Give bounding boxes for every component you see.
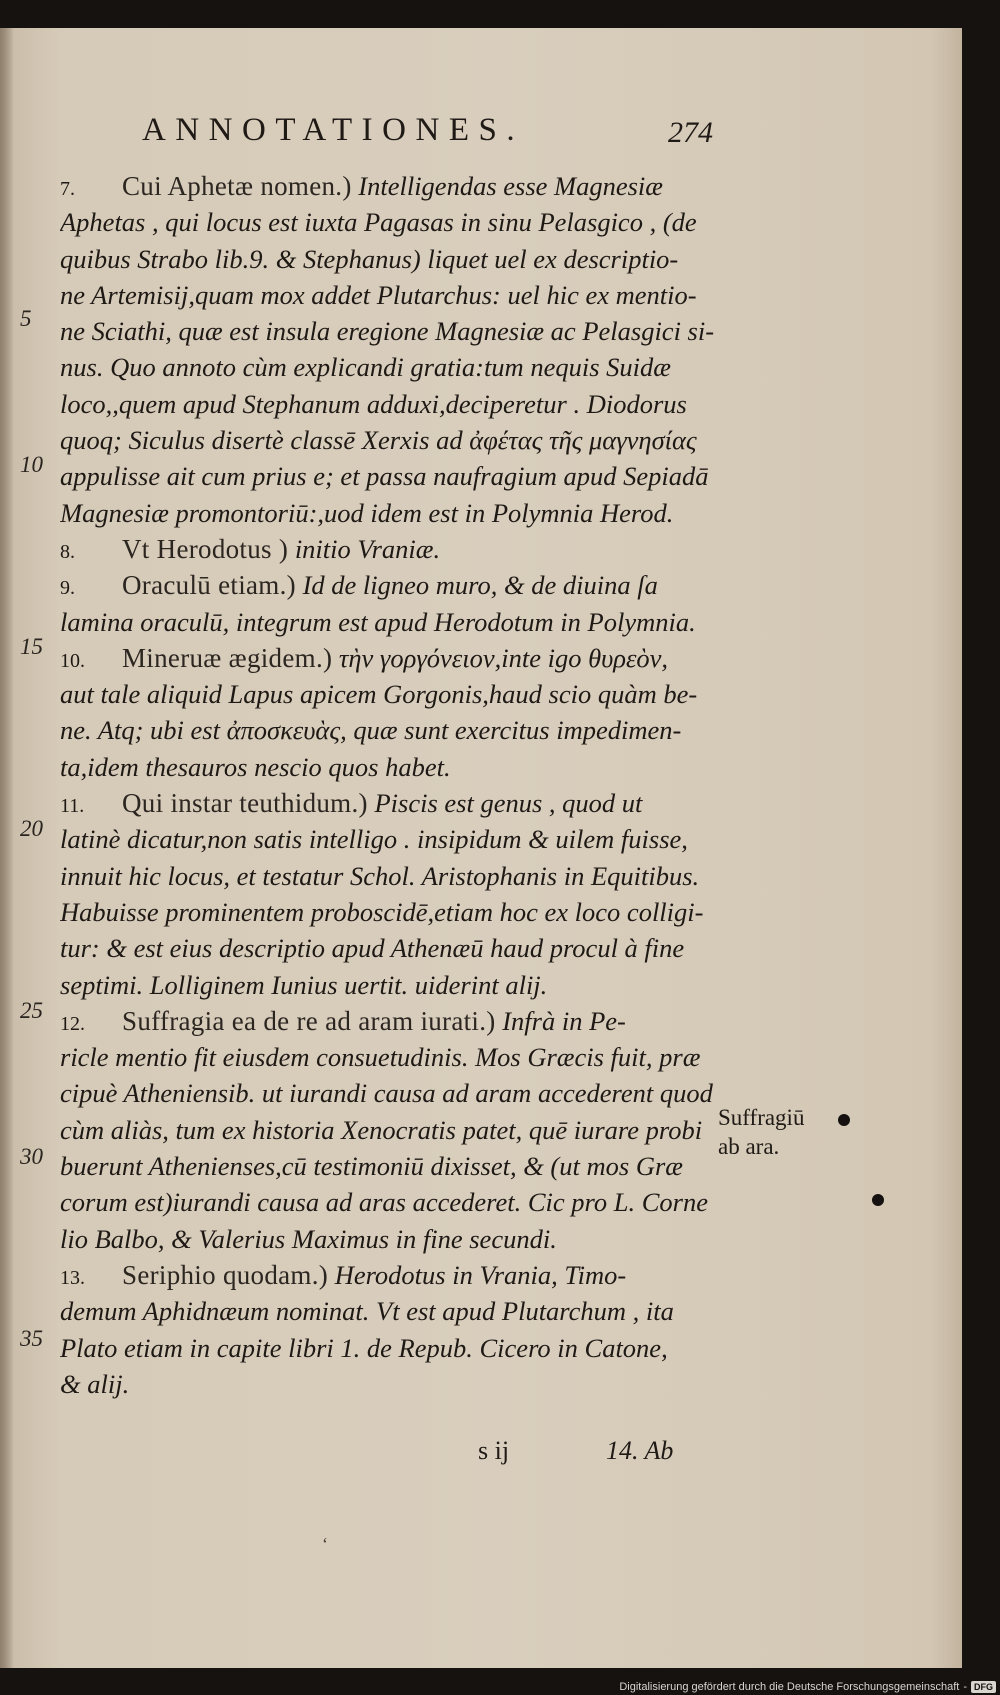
text-line [60,458,720,494]
line-text: ricle mentio fit eiusdem consuetudinis. Mos Græcis fuit, præ [60,1042,701,1073]
text-line [60,422,720,458]
line-text: Herodotus in Vrania, Timo- [334,1259,627,1290]
line-text: lamina oraculū, integrum est apud Herodotum in Polymnia. [60,606,696,637]
note-lemma: Qui instar teuthidum.) [122,788,368,819]
note-number: 11. [60,795,85,818]
line-text: latinè dicatur,non satis intelligo . insipidum & uilem fuisse, [60,824,688,855]
text-line [60,821,720,857]
text-line [60,495,720,531]
line-text: Habuisse prominentem proboscidē,etiam hoc ex loco colligi- [60,896,704,927]
note-lemma: Oraculū etiam.) [122,570,296,601]
text-line [60,1330,720,1366]
note-lemma: Suffragia ea de re ad aram iurati.) [122,1005,496,1036]
line-text: Aphetas , qui locus est iuxta Pagasas in sinu Pelasgico , (de [60,207,697,238]
line-number-5: 5 [20,306,32,331]
note-number: 7. [60,178,75,200]
line-text: Magnesiæ promontoriū:,uod idem est in Polymnia Herod. [60,497,674,528]
ink-dot-mark [838,1114,850,1126]
line-text: aut tale aliquid Lapus apicem Gorgonis,haud scio quàm be- [60,679,698,710]
line-text: buerunt Athenienses,cū testimoniū dixisset, & (ut mos Græ [60,1151,683,1182]
line-text: ne Artemisij,quam mox addet Plutarchus: uel hic ex mentio- [60,279,697,310]
line-text: initio Vraniæ. [294,533,441,564]
text-line [60,168,720,204]
note-lemma: Vt Herodotus ) [122,533,289,564]
catchword: 14. Ab [606,1436,674,1465]
line-text: ne Sciathi, quæ est insula eregione Magnesiæ ac Pelasgici si- [60,316,715,347]
signature-mark: s ij [478,1436,510,1465]
line-text: Id de ligneo muro, & de diuina ſa [302,570,658,601]
text-line [60,930,720,966]
line-text: innuit hic locus, et testatur Schol. Aristophanis in Equitibus. [60,860,700,891]
line-text: lio Balbo, & Valerius Maximus in fine secundi. [60,1223,557,1254]
note-number: 12. [60,1012,85,1035]
line-text: quoq; Siculus disertè classē Xerxis ad ἀφέτας τῆς μαγνησίας [60,425,697,456]
line-text: quibus Strabo lib.9. & Stephanus) liquet uel ex descriptio- [60,243,679,274]
text-line [60,640,720,676]
note-number: 9. [60,577,75,600]
text-line [60,1148,720,1184]
note-lemma: Cui Aphetæ nomen.) [122,171,352,201]
text-line [60,604,720,640]
text-line [60,1184,720,1220]
text-line [60,1221,720,1257]
text-line [60,676,720,712]
text-line [60,349,720,385]
line-text: τὴν γοργόνειον,inte igo θυρεὸν, [338,642,669,673]
dfg-logo-icon: DFG [971,1681,996,1693]
text-line [60,386,720,422]
text-line [60,1112,720,1148]
digitization-footer: Digitalisierung gefördert durch die Deutsche Forschungsgemeinschaft - DFG [619,1681,996,1693]
line-number-15: 15 [20,634,43,659]
text-line [60,1039,720,1075]
text-line [60,241,720,277]
text-line [60,749,720,785]
text-line [60,313,720,349]
note-number: 10. [60,649,85,672]
note-lemma: Mineruæ ægidem.) [122,642,333,673]
marginal-note-line-2: ab ara. [718,1134,780,1159]
text-line [60,567,720,603]
book-page [0,28,962,1668]
text-line [60,277,720,313]
text-line [60,1075,720,1111]
line-number-20: 20 [20,816,43,841]
line-number-35: 35 [20,1326,43,1351]
line-text: cipuè Atheniensib. ut iurandi causa ad aram accederent quod [60,1078,713,1109]
line-text: Piscis est genus , quod ut [374,788,643,819]
text-line [60,1366,720,1402]
text-line [60,858,720,894]
marginal-note [718,1103,804,1161]
text-line [60,531,720,567]
line-text: Plato etiam in capite libri 1. de Repub. Cicero in Catone, [60,1332,668,1363]
line-text: nus. Quo annoto cùm explicandi gratia:tum nequis Suidæ [60,352,671,383]
line-number-10: 10 [20,452,43,477]
line-text: demum Aphidnæum nominat. Vt est apud Plutarchum , ita [60,1296,674,1327]
line-text: septimi. Lolliginem Iunius uertit. uiderint alij. [60,969,548,1000]
note-number: 13. [60,1266,85,1289]
annotation-text-block [60,168,720,1402]
marginal-note-line-1: Suffragiū [718,1105,805,1130]
page-number: 274 [668,116,713,149]
line-text: ta,idem thesauros nescio quos habet. [60,751,451,782]
paper-speck: ‘ [322,1534,328,1554]
line-text: tur: & est eius descriptio apud Athenæū haud procul à fine [60,933,685,964]
text-line [60,1257,720,1293]
text-line [60,1293,720,1329]
running-head: ANNOTATIONES. [142,112,525,148]
note-lemma: Seriphio quodam.) [122,1259,329,1290]
line-text: appulisse ait cum prius e; et passa naufragium apud Sepiadā [60,461,709,492]
line-text: & alij. [60,1368,130,1399]
line-number-25: 25 [20,998,43,1023]
ink-dot-mark [872,1194,884,1206]
note-number: 8. [60,540,75,563]
footer-text: Digitalisierung gefördert durch die Deutsche Forschungsgemeinschaft [619,1681,960,1693]
text-line [60,894,720,930]
line-text: cùm aliàs, tum ex historia Xenocratis patet, quē iurare probi [60,1114,703,1145]
text-line [60,967,720,1003]
text-line [60,785,720,821]
text-line [60,204,720,240]
line-text: Infrà in Pe- [502,1005,626,1036]
text-line [60,712,720,748]
line-text: corum est)iurandi causa ad aras accederet. Cic pro L. Corne [60,1187,708,1218]
line-text: Intelligendas esse Magnesiæ [358,171,663,201]
line-number-30: 30 [20,1144,43,1169]
line-text: loco,,quem apud Stephanum adduxi,deciperetur . Diodorus [60,388,687,419]
line-text: ne. Atq; ubi est ἀποσκευὰς, quæ sunt exercitus impedimen- [60,715,682,746]
gutter-shadow [0,28,14,1668]
text-line [60,1003,720,1039]
